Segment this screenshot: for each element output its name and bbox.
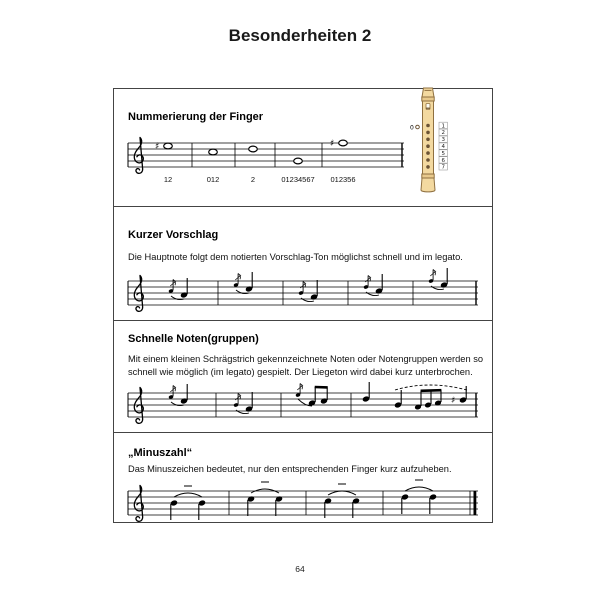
section-schnelle-noten xyxy=(114,320,492,433)
page-number: 64 xyxy=(295,564,305,574)
section-vorschlag-body: Die Hauptnote folgt dem notierten Vorschlag-Ton möglichst schnell und im legato. xyxy=(128,252,463,262)
note-pair xyxy=(324,484,360,518)
grace-note-group xyxy=(298,280,318,302)
section-minuszahl-body: Das Minuszeichen bedeutet, nur den entsprechenden Finger kurz aufzuheben. xyxy=(128,464,452,474)
recorder-diagram xyxy=(406,86,454,204)
grace-note-group xyxy=(168,384,188,406)
hole-number: 7 xyxy=(441,164,445,171)
whole-note xyxy=(209,149,218,155)
fingering-label: 012356 xyxy=(330,175,356,184)
note-pair xyxy=(247,482,283,516)
hole-number: 6 xyxy=(441,157,445,164)
section-fingering xyxy=(114,89,492,206)
section-schnelle-body: Mit einem kleinen Schrägstrich gekennzeichnete Noten oder Notengruppen werden so schnell wie möglich (im legato) gespielt. Der Liegeton wird dabei kurz unterbrochen. xyxy=(128,354,484,377)
sharp-icon: ♯ xyxy=(330,139,335,149)
grace-note-group xyxy=(363,274,383,296)
fingering-label: 012 xyxy=(206,175,220,184)
thumb-label: 0 xyxy=(410,124,414,132)
fingering-label: 2 xyxy=(250,175,256,184)
whole-note xyxy=(339,140,348,146)
grace-note-group xyxy=(233,392,253,414)
section-minuszahl xyxy=(114,432,492,523)
hole-number: 1 xyxy=(441,123,445,130)
hole-number-boxes xyxy=(439,122,447,171)
page-title: Besonderheiten 2 xyxy=(228,26,372,45)
whole-note xyxy=(164,143,173,149)
recorder-foot xyxy=(421,178,435,192)
minuszahl-staff xyxy=(126,475,482,525)
run-group xyxy=(394,385,467,410)
vorschlag-staff xyxy=(126,267,482,315)
sharp-icon: ♯ xyxy=(155,142,160,152)
final-barline xyxy=(474,491,477,515)
quarter-note xyxy=(362,382,370,403)
hole-number: 5 xyxy=(441,150,445,157)
sharp-icon: ♯ xyxy=(451,396,456,406)
grace-note-group xyxy=(428,268,448,290)
schnelle-staff xyxy=(126,379,482,427)
grace-beamed-group xyxy=(295,383,328,406)
whole-note xyxy=(294,158,303,164)
section-fingering-heading: Nummerierung der Finger xyxy=(128,111,264,123)
thumb-hole xyxy=(416,125,420,129)
section-vorschlag-heading: Kurzer Vorschlag xyxy=(128,229,219,241)
section-schnelle-heading: Schnelle Noten(gruppen) xyxy=(128,333,259,345)
section-vorschlag xyxy=(114,206,492,321)
section-minuszahl-heading: „Minuszahl“ xyxy=(128,447,193,459)
fingering-label: 12 xyxy=(163,175,173,184)
recorder-beak xyxy=(422,88,434,97)
whole-note xyxy=(249,146,258,152)
content-box xyxy=(113,88,493,523)
fingering-label: 01234567 xyxy=(281,175,315,184)
hole-number: 4 xyxy=(441,144,445,150)
hole-number: 3 xyxy=(441,137,445,144)
grace-note-group xyxy=(233,272,253,294)
hole-number: 2 xyxy=(441,130,445,137)
